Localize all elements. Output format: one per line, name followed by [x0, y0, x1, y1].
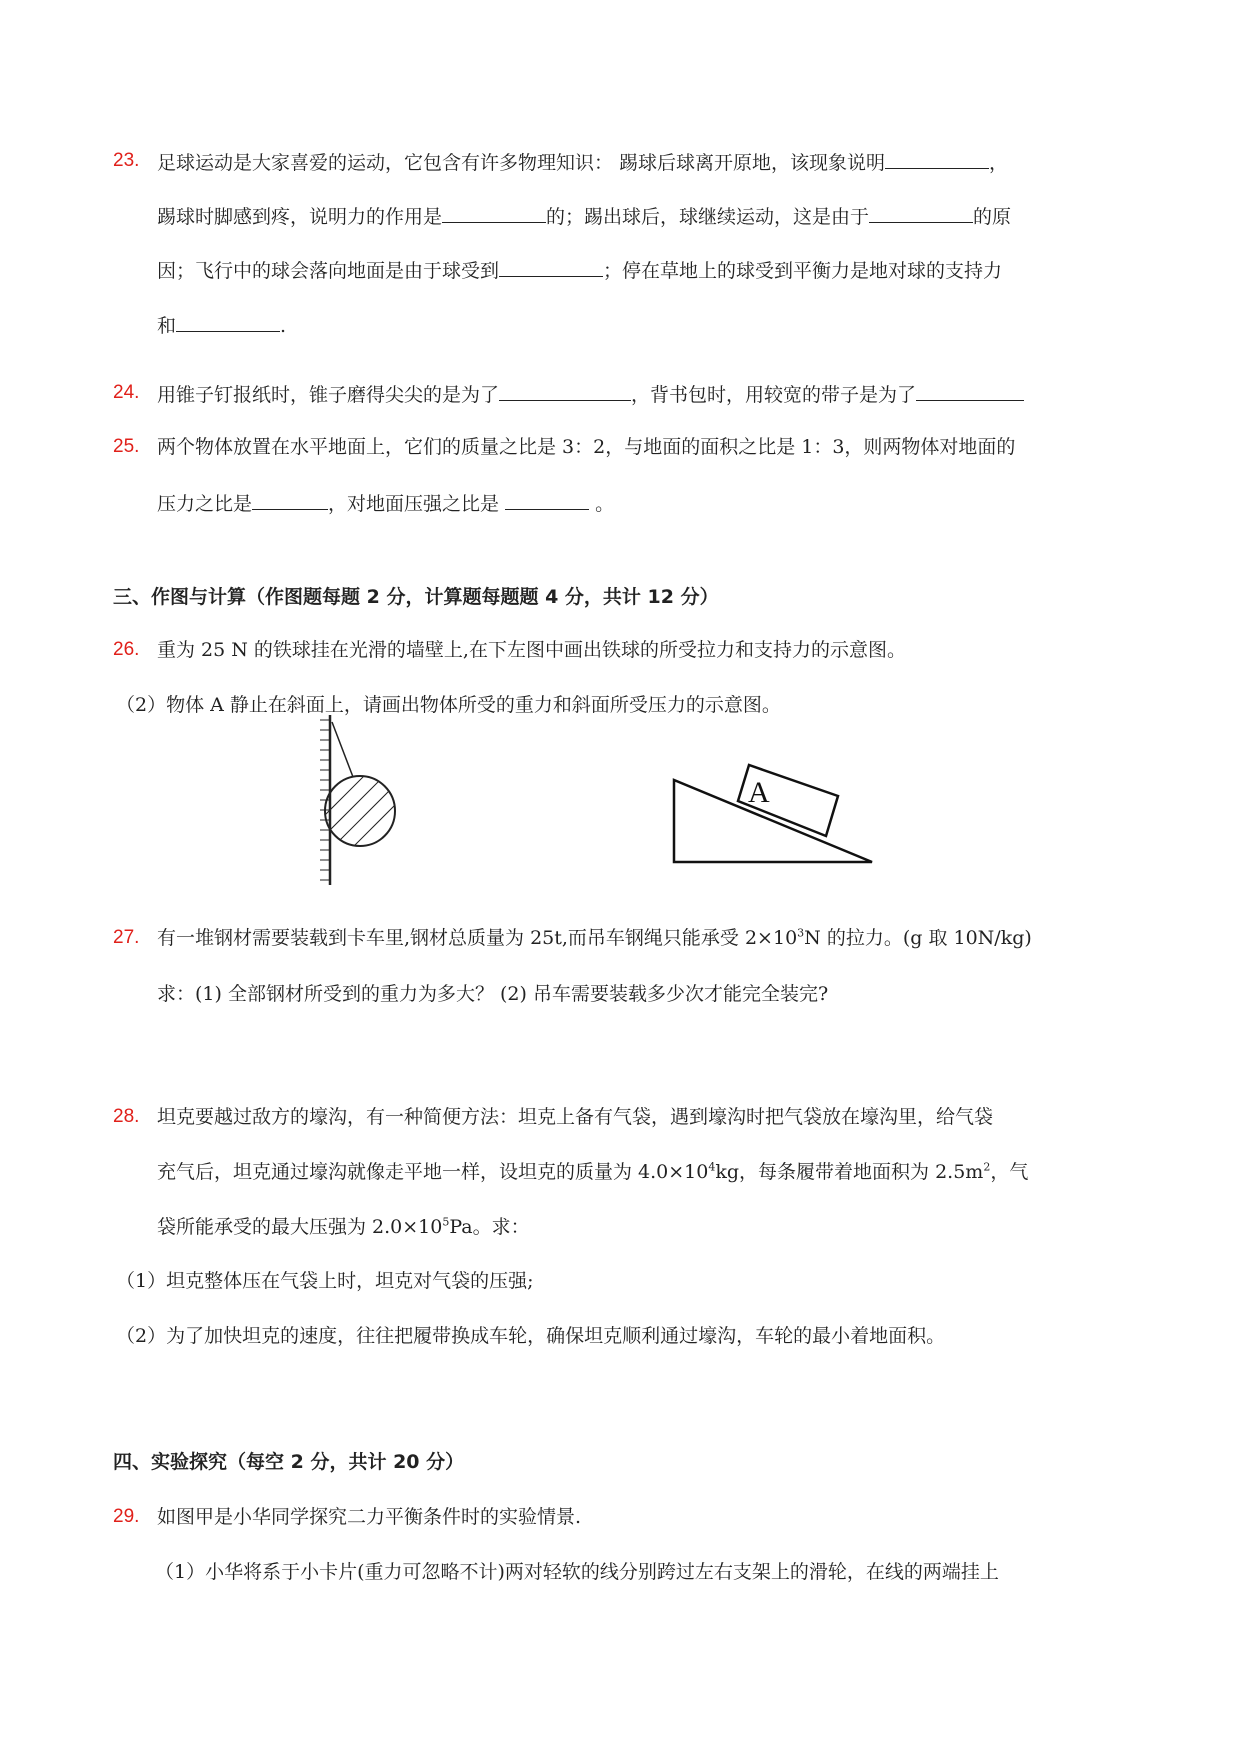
wall-hatching: [320, 720, 330, 880]
text-segment: 袋所能承受的最大压强为 2.0×10: [157, 1216, 443, 1238]
text-segment: 有一堆钢材需要装载到卡车里,钢材总质量为 25t,而吊车钢绳只能承受 2×10: [157, 927, 798, 949]
question-text: 坦克要越过敌方的壕沟，有一种简便方法：坦克上备有气袋，遇到壕沟时把气袋放在壕沟里，给气袋: [157, 1106, 994, 1128]
hanging-ball-figure: [310, 710, 430, 890]
question-text: 两个物体放置在水平地面上，它们的质量之比是 3：2，与地面的面积之比是 1：3，则两物体对地面的: [157, 436, 1016, 458]
block-label: A: [748, 776, 770, 809]
text-segment: .: [280, 315, 287, 337]
incline-block-figure: [670, 760, 880, 870]
question-number: 24.: [113, 382, 140, 403]
question-text: （1）坦克整体压在气袋上时，坦克对气袋的压强;: [116, 1270, 534, 1292]
question-number: 29.: [113, 1506, 140, 1527]
section-heading: 四、实验探究（每空 2 分，共计 20 分）: [113, 1451, 465, 1473]
text-segment: kg，每条履带着地面积为 2.5m: [715, 1161, 984, 1183]
question-text: [157, 489, 614, 517]
answer-blank[interactable]: [176, 311, 280, 332]
text-segment: 踢球时脚感到疼，说明力的作用是: [157, 206, 443, 228]
answer-blank[interactable]: [499, 256, 603, 277]
text-segment: 因；飞行中的球会落向地面是由于球受到: [157, 260, 500, 282]
question-number: 25.: [113, 436, 140, 457]
text-segment: ，对地面压强之比是: [328, 493, 500, 515]
superscript: 2: [983, 1160, 991, 1174]
text-segment: N 的拉力。(g 取 10N/kg): [804, 927, 1032, 949]
superscript: 4: [708, 1160, 716, 1174]
question-text: （2）为了加快坦克的速度，往往把履带换成车轮，确保坦克顺利通过壕沟，车轮的最小着地面积。: [116, 1325, 946, 1347]
question-text: [157, 1159, 1028, 1185]
question-number: 23.: [113, 150, 140, 171]
text-segment: 的原: [973, 206, 1012, 228]
question-text: （1）小华将系于小卡片(重力可忽略不计)两对轻软的线分别跨过左右支架上的滑轮，在线的两端挂上: [155, 1561, 999, 1583]
text-segment: 。: [595, 493, 615, 515]
question-number: 26.: [113, 639, 140, 660]
question-text: 求：(1) 全部钢材所受到的重力为多大？ (2) 吊车需要装载多少次才能完全装完?: [157, 983, 829, 1005]
text-segment: 用锥子钉报纸时，锥子磨得尖尖的是为了: [157, 384, 500, 406]
answer-blank[interactable]: [916, 380, 1024, 401]
question-text: 重为 25 N 的铁球挂在光滑的墙壁上,在下左图中画出铁球的所受拉力和支持力的示意图。: [157, 639, 906, 661]
text-segment: 压力之比是: [157, 493, 253, 515]
text-segment: 充气后，坦克通过壕沟就像走平地一样，设坦克的质量为 4.0×10: [157, 1161, 709, 1183]
iron-ball: [325, 776, 395, 846]
rope-line: [332, 722, 353, 777]
answer-blank[interactable]: [505, 489, 589, 510]
answer-blank[interactable]: [252, 489, 328, 510]
question-text: [157, 1214, 530, 1240]
superscript: 5: [442, 1215, 450, 1229]
text-segment: ，背书包时，用较宽的带子是为了: [631, 384, 917, 406]
answer-blank[interactable]: [885, 148, 989, 169]
question-text: [157, 202, 1011, 230]
text-segment: ；停在草地上的球受到平衡力是地对球的支持力: [603, 260, 1003, 282]
text-segment: 足球运动是大家喜爱的运动，它包含有许多物理知识： 踢球后球离开原地，该现象说明: [157, 152, 886, 174]
text-segment: Pa。求：: [449, 1216, 530, 1238]
answer-blank[interactable]: [442, 202, 546, 223]
superscript: 3: [797, 926, 805, 940]
text-segment: 和: [157, 315, 177, 337]
question-number: 28.: [113, 1106, 140, 1127]
question-text: [157, 148, 1008, 176]
question-text: [157, 256, 1002, 284]
question-text: （2）物体 A 静止在斜面上，请画出物体所受的重力和斜面所受压力的示意图。: [116, 694, 781, 716]
text-segment: ，: [989, 152, 1009, 174]
text-segment: ，气: [990, 1161, 1029, 1183]
question-text: [157, 380, 1024, 408]
text-segment: 的；踢出球后，球继续运动，这是由于: [546, 206, 870, 228]
question-text: 如图甲是小华同学探究二力平衡条件时的实验情景.: [157, 1506, 582, 1528]
question-text: [157, 925, 1032, 951]
answer-blank[interactable]: [499, 380, 631, 401]
section-heading: 三、作图与计算（作图题每题 2 分，计算题每题题 4 分，共计 12 分）: [113, 586, 719, 608]
question-number: 27.: [113, 927, 140, 948]
question-text: [157, 311, 286, 339]
answer-blank[interactable]: [869, 202, 973, 223]
